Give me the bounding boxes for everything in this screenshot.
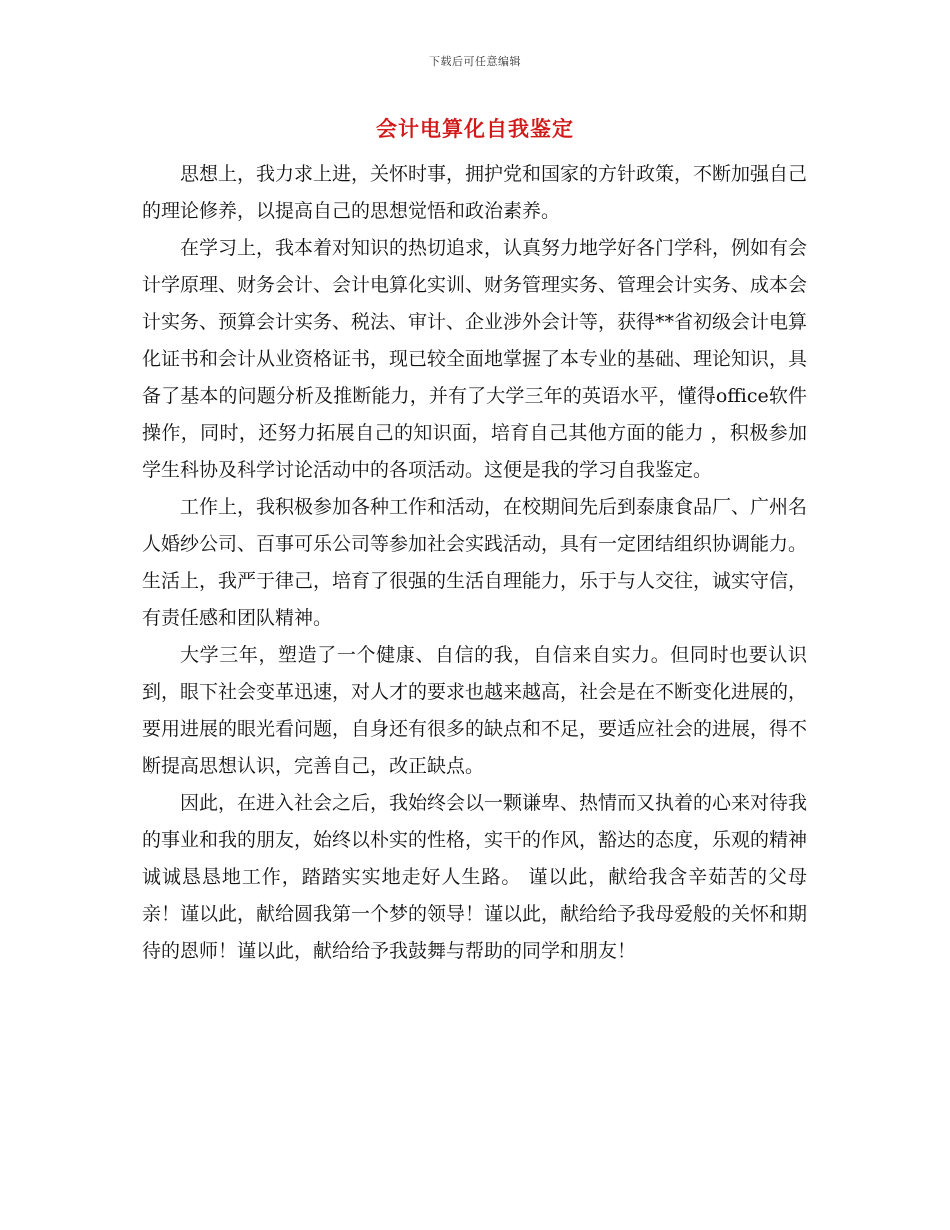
paragraph-study: 在学习上，我本着对知识的热切追求，认真努力地学好各门学科，例如有会计学原理、财务会计、会计电算化实训、财务管理实务、管理会计实务、成本会计实务、预算会计实务、税法、审计、企业涉外会计等，获得**省初级会计电算化证书和会计从业资格证书，现已较全面地掌握了本专业的基础、理论知识，具备了基本的问题分析及推断能力，并有了大学三年的英语水平，懂得office软件操作，同时，还努力拓展自己的知识面，培育自己其他方面的能力 ，积极参加学生科协及科学讨论活动中的各项活动。这便是我的学习自我鉴定。 bbox=[142, 237, 808, 481]
paragraph-dedication: 因此，在进入社会之后，我始终会以一颗谦卑、热情而又执着的心来对待我的事业和我的朋友，始终以朴实的性格，实干的作风，豁达的态度，乐观的精神诚诚恳恳地工作，踏踏实实地走好人生路。 谨以此，献给我含辛茹苦的父母亲！谨以此，献给圆我第一个梦的领导！谨以此，献给给予我母爱般的关怀和期待的恩师！谨以此，献给给予我鼓舞与帮助的同学和朋友！ bbox=[142, 792, 808, 962]
paragraph-work-life: 工作上，我积极参加各种工作和活动，在校期间先后到泰康食品厂、广州名人婚纱公司、百事可乐公司等参加社会实践活动，具有一定团结组织协调能力。 生活上，我严于律己，培育了很强的生活自理能力，乐于与人交往，诚实守信，有责任感和团队精神。 bbox=[142, 496, 808, 629]
paragraph-thought: 思想上，我力求上进，关怀时事，拥护党和国家的方针政策，不断加强自己的理论修养，以提高自己的思想觉悟和政治素养。 bbox=[142, 163, 808, 222]
header-note: 下载后可任意编辑 bbox=[429, 55, 521, 68]
document-body bbox=[142, 156, 807, 970]
paragraph-reflection: 大学三年，塑造了一个健康、自信的我，自信来自实力。但同时也要认识到，眼下社会变革迅速，对人才的要求也越来越高，社会是在不断变化进展的，要用进展的眼光看问题，自身还有很多的缺点和不足，要适应社会的进展，得不断提高思想认识，完善自己，改正缺点。 bbox=[142, 644, 808, 777]
document-title: 会计电算化自我鉴定 bbox=[376, 117, 574, 141]
